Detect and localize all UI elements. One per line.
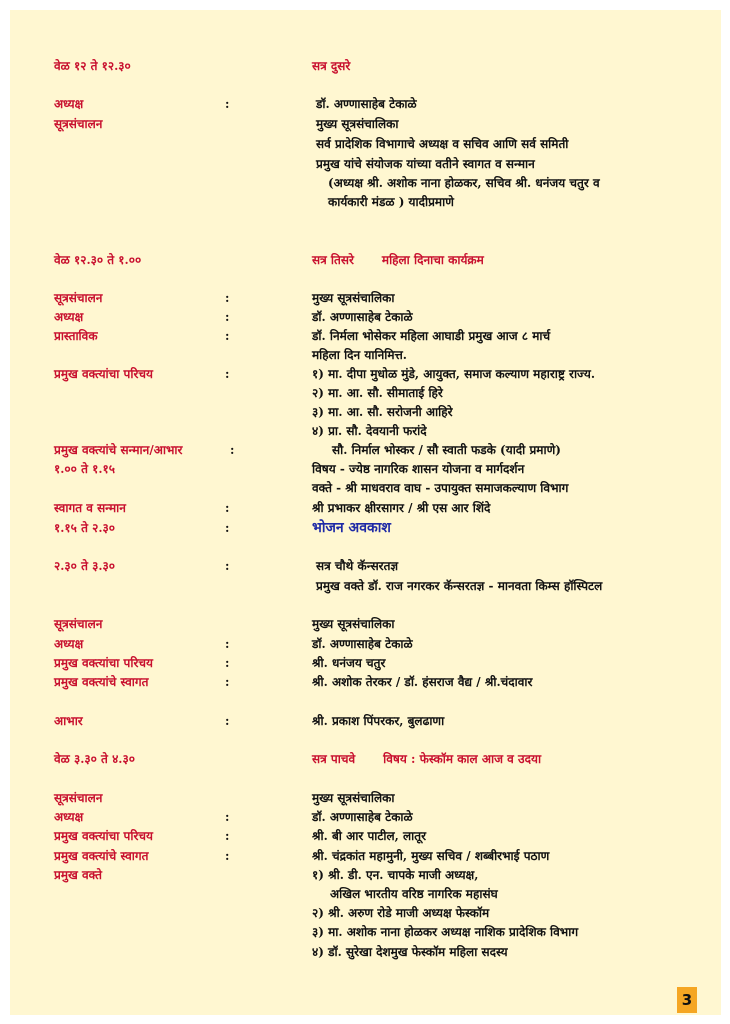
- session-time: वेळ ३.३० ते ४.३०: [54, 752, 135, 766]
- row-separator: :: [225, 829, 230, 843]
- row-value: श्री प्रभाकर क्षीरसागर / श्री एस आर शिंदे: [312, 501, 491, 515]
- row-value: मुख्य सूत्रसंचालिका: [312, 791, 395, 805]
- row-value: सर्व प्रादेशिक विभागाचे अध्यक्ष व सचिव आणि सर्व समिती: [316, 137, 569, 151]
- row-label: अध्यक्ष: [54, 810, 84, 824]
- row-separator: :: [225, 637, 230, 651]
- row-label: अध्यक्ष: [54, 97, 84, 111]
- row-label: २.३० ते ३.३०: [54, 559, 115, 573]
- row-label: सूत्रसंचालन: [54, 291, 103, 305]
- row-value: अखिल भारतीय वरिष्ठ नागरिक महासंघ: [330, 887, 498, 901]
- row-label: प्रमुख वक्त्यांचा परिचय: [54, 367, 153, 381]
- row-label: प्रमुख वक्त्यांचे स्वागत: [54, 849, 149, 863]
- row-separator: :: [225, 329, 230, 343]
- row-value: मुख्य सूत्रसंचालिका: [316, 117, 399, 131]
- row-value: डॉ. अण्णासाहेब टेकाळे: [316, 97, 417, 111]
- session-title: [312, 250, 484, 270]
- row-separator: :: [225, 501, 230, 515]
- row-value: प्रमुख वक्ते डॉ. राज नगरकर कॅन्सरतज्ञ - मानवता किम्स हॉस्पिटल: [316, 579, 603, 593]
- row-value: विषय - ज्येष्ठ नागरिक शासन योजना व मार्गदर्शन: [312, 462, 525, 476]
- row-value: डॉ. अण्णासाहेब टेकाळे: [312, 310, 413, 324]
- row-label: प्रमुख वक्त्यांचे सन्मान/आभार: [54, 443, 183, 457]
- row-value: (अध्यक्ष श्री. अशोक नाना होळकर, सचिव श्री. धनंजय चतुर व: [328, 176, 600, 190]
- session-title-text: सत्र तिसरे: [312, 253, 354, 267]
- row-separator: :: [225, 656, 230, 670]
- row-value: वक्ते - श्री माधवराव वाघ - उपायुक्त समाजकल्याण विभाग: [312, 481, 569, 495]
- row-label: १.०० ते १.१५: [54, 462, 115, 476]
- row-label: स्वागत व सन्मान: [54, 501, 126, 515]
- row-separator: :: [225, 810, 230, 824]
- row-value: मुख्य सूत्रसंचालिका: [312, 617, 395, 631]
- row-value: १) मा. दीपा मुधोळ मुंडे, आयुक्त, समाज कल्याण महाराष्ट्र राज्य.: [312, 367, 596, 381]
- row-value: श्री. धनंजय चतुर: [312, 656, 386, 670]
- program-page: [10, 10, 721, 1015]
- row-value: डॉ. अण्णासाहेब टेकाळे: [312, 810, 413, 824]
- row-label: प्रमुख वक्ते: [54, 868, 102, 882]
- session-title: [312, 749, 541, 769]
- row-separator: :: [225, 849, 230, 863]
- row-separator: :: [225, 310, 230, 324]
- row-value: श्री. प्रकाश पिंपरकर, बुलढाणा: [312, 714, 445, 728]
- row-value: श्री. अशोक तेरकर / डॉ. हंसराज वैद्य / श्री.चंदावार: [312, 675, 533, 689]
- row-value: सत्र चौथे कॅन्सरतज्ञ: [316, 559, 399, 573]
- session-time: वेळ १२ ते १२.३०: [54, 59, 131, 73]
- row-label: आभार: [54, 714, 83, 728]
- row-separator: :: [230, 443, 235, 457]
- session-subtitle: विषय : फेस्कॉम काल आज व उदया: [383, 752, 542, 766]
- row-label: प्रमुख वक्त्यांचा परिचय: [54, 829, 153, 843]
- row-label: सूत्रसंचालन: [54, 117, 103, 131]
- row-value: १) श्री. डी. एन. चापके माजी अध्यक्ष,: [312, 868, 479, 882]
- row-value: मुख्य सूत्रसंचालिका: [312, 291, 395, 305]
- row-value: सौ. निर्माल भोस्कर / सौ स्वाती फडके (यादी प्रमाणे): [332, 443, 561, 457]
- row-label: अध्यक्ष: [54, 310, 84, 324]
- row-value: डॉ. निर्मला भोसेकर महिला आघाडी प्रमुख आज ८ मार्च: [312, 329, 551, 343]
- row-separator: :: [225, 714, 230, 728]
- row-label: प्रास्ताविक: [54, 329, 98, 343]
- row-value: डॉ. अण्णासाहेब टेकाळे: [312, 637, 413, 651]
- row-label: अध्यक्ष: [54, 637, 84, 651]
- row-value: २) मा. आ. सौ. सीमाताई हिरे: [312, 386, 443, 400]
- row-separator: :: [225, 521, 230, 535]
- session-title: सत्र दुसरे: [312, 59, 351, 73]
- row-label: प्रमुख वक्त्यांचे स्वागत: [54, 675, 149, 689]
- row-value: ३) मा. आ. सौ. सरोजनी आहिरे: [312, 405, 453, 419]
- row-label: सूत्रसंचालन: [54, 791, 103, 805]
- row-value: २) श्री. अरुण रोडे माजी अध्यक्ष फेस्कॉम: [312, 906, 490, 920]
- row-separator: :: [225, 559, 230, 573]
- session-time: वेळ १२.३० ते १.००: [54, 253, 142, 267]
- row-value: कार्यकारी मंडळ ) यादीप्रमाणे: [328, 195, 454, 209]
- row-value: ४) प्रा. सौ. देवयानी फरांदे: [312, 424, 427, 438]
- row-label: १.१५ ते २.३०: [54, 521, 115, 535]
- row-value: प्रमुख यांचे संयोजक यांच्या वतीने स्वागत व सन्मान: [316, 157, 535, 171]
- row-value: ४) डॉ. सुरेखा देशमुख फेस्कॉम महिला सदस्य: [312, 945, 508, 959]
- row-label: प्रमुख वक्त्यांचा परिचय: [54, 656, 153, 670]
- row-separator: :: [225, 97, 230, 111]
- row-value: श्री. चंद्रकांत महामुनी, मुख्य सचिव / शब्बीरभाई पठाण: [312, 849, 550, 863]
- session-title-text: सत्र पाचवे: [312, 752, 356, 766]
- session-subtitle: महिला दिनाचा कार्यक्रम: [381, 253, 484, 267]
- lunch-break: भोजन अवकाश: [312, 520, 391, 536]
- row-value: श्री. बी आर पाटील, लातूर: [312, 829, 427, 843]
- row-label: सूत्रसंचालन: [54, 617, 103, 631]
- row-value: महिला दिन यानिमित्त.: [312, 348, 407, 362]
- row-separator: :: [225, 367, 230, 381]
- row-separator: :: [225, 291, 230, 305]
- row-value: ३) मा. अशोक नाना होळकर अध्यक्ष नाशिक प्रादेशिक विभाग: [312, 925, 579, 939]
- row-separator: :: [225, 675, 230, 689]
- page-number-badge: 3: [677, 987, 697, 1013]
